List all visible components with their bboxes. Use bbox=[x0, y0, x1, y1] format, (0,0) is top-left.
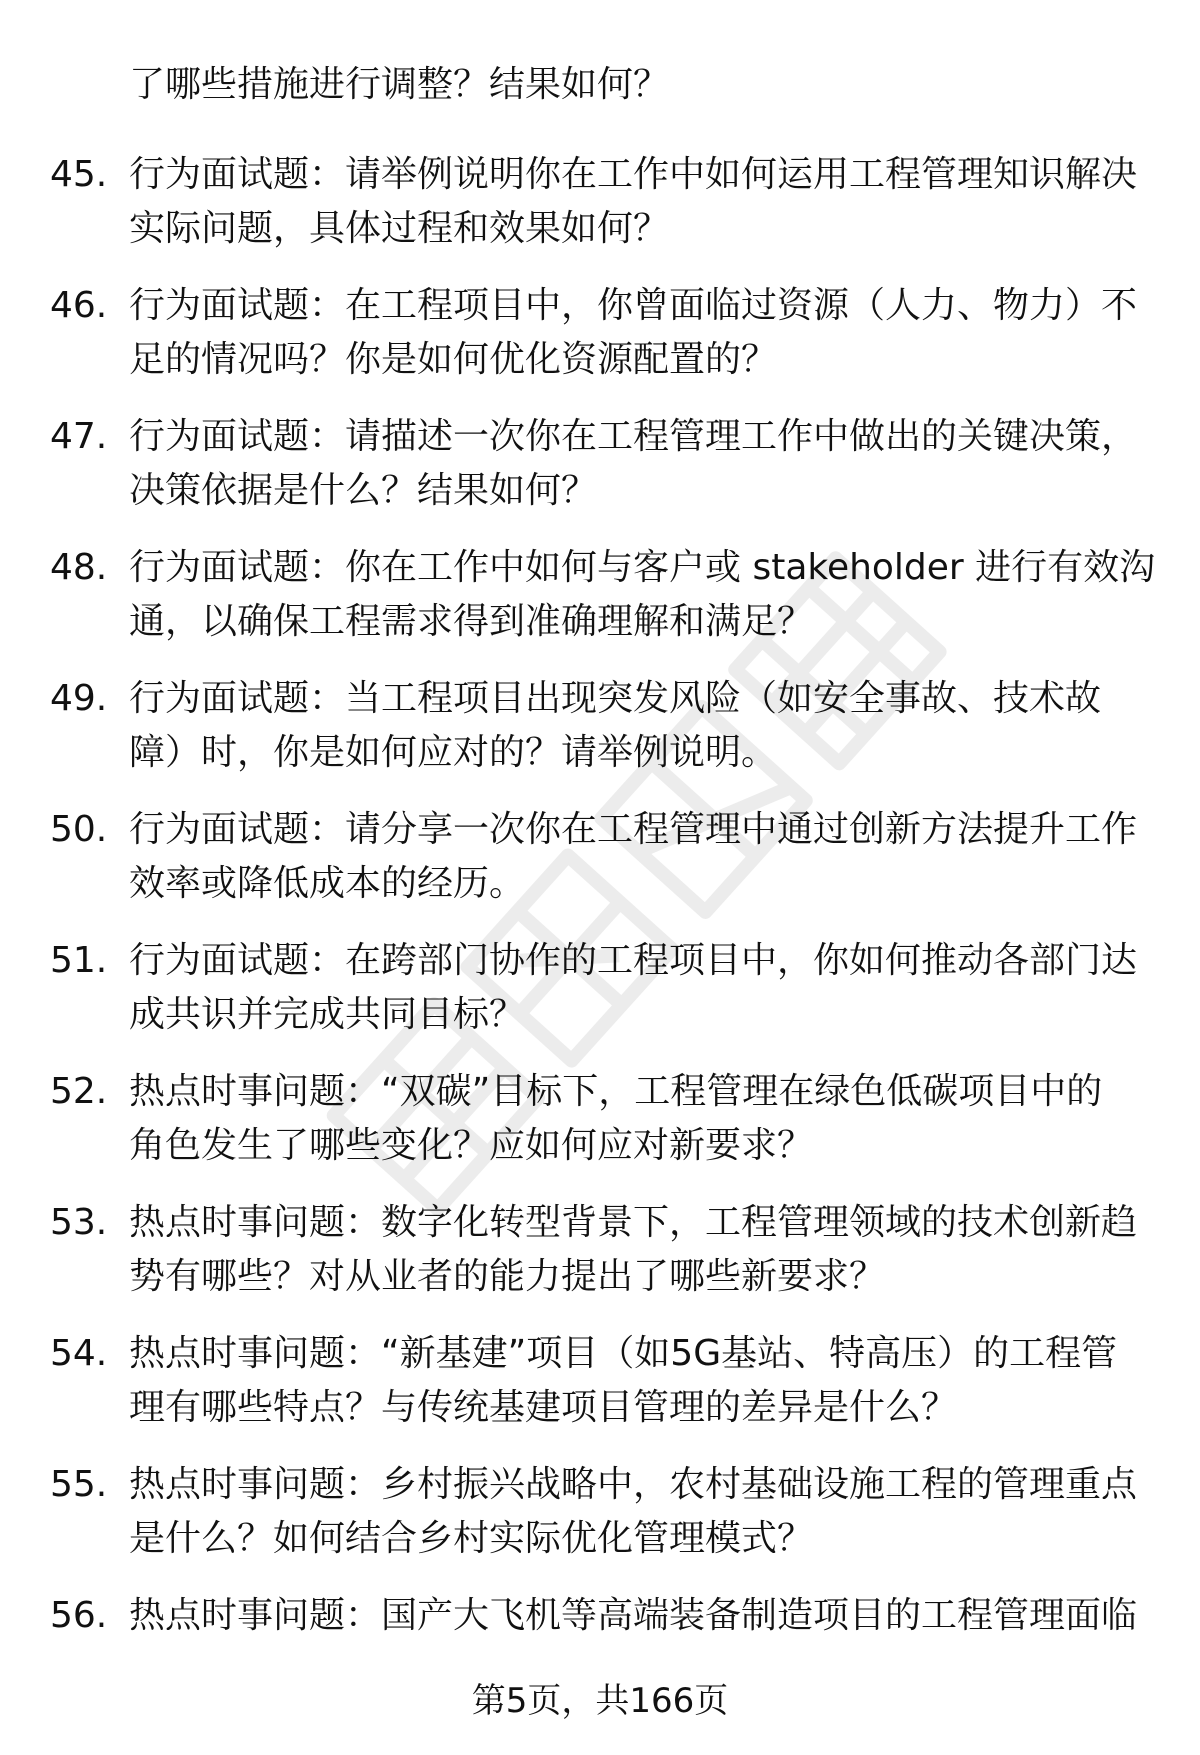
list-item bbox=[0, 1327, 1200, 1458]
list-item bbox=[0, 541, 1200, 672]
question-text bbox=[129, 1196, 1139, 1304]
question-text bbox=[129, 541, 1156, 649]
question-number: 55. bbox=[50, 1464, 108, 1505]
list-item bbox=[0, 410, 1200, 541]
question-number: 53. bbox=[50, 1202, 108, 1243]
list-item bbox=[0, 1196, 1200, 1327]
list-item bbox=[0, 1065, 1200, 1196]
question-line: 行为面试题：你在工作中如何与客户或 stakeholder 进行有效沟 bbox=[129, 547, 1156, 588]
list-item bbox=[0, 934, 1200, 1065]
question-line: 热点时事问题：乡村振兴战略中，农村基础设施工程的管理重点 bbox=[129, 1464, 1138, 1505]
list-item bbox=[0, 803, 1200, 934]
question-line: 热点时事问题：数字化转型背景下，工程管理领域的技术创新趋 bbox=[129, 1202, 1138, 1243]
question-list bbox=[0, 148, 1200, 1720]
question-line: 行为面试题：请描述一次你在工程管理工作中做出的关键决策， bbox=[129, 416, 1138, 457]
question-line: 是什么？如何结合乡村实际优化管理模式？ bbox=[129, 1518, 814, 1559]
question-line: 行为面试题：在工程项目中，你曾面临过资源（人力、物力）不 bbox=[129, 285, 1138, 326]
question-line: 行为面试题：请分享一次你在工程管理中通过创新方法提升工作 bbox=[129, 809, 1138, 850]
question-number: 46. bbox=[50, 285, 108, 326]
question-number: 45. bbox=[50, 154, 108, 195]
question-text bbox=[129, 1327, 1139, 1435]
question-line: 热点时事问题：国产大飞机等高端装备制造项目的工程管理面临 bbox=[129, 1595, 1138, 1636]
question-text bbox=[129, 672, 1139, 780]
question-line: 理有哪些特点？与传统基建项目管理的差异是什么？ bbox=[129, 1387, 958, 1428]
question-text bbox=[129, 1458, 1139, 1566]
question-line: 实际问题，具体过程和效果如何？ bbox=[129, 208, 670, 249]
question-line: 行为面试题：当工程项目出现突发风险（如安全事故、技术故 bbox=[129, 678, 1102, 719]
question-line: 足的情况吗？你是如何优化资源配置的？ bbox=[129, 339, 778, 380]
question-line: 障）时，你是如何应对的？请举例说明。 bbox=[129, 732, 778, 773]
question-text bbox=[129, 934, 1139, 1042]
question-text bbox=[129, 803, 1139, 911]
question-line: 热点时事问题：“新基建”项目（如5G基站、特高压）的工程管 bbox=[129, 1333, 1118, 1374]
list-item bbox=[0, 279, 1200, 410]
continuation-text: 了哪些措施进行调整？结果如何？ bbox=[129, 64, 670, 105]
question-number: 51. bbox=[50, 940, 108, 981]
question-text bbox=[129, 148, 1139, 256]
question-line: 成共识并完成共同目标？ bbox=[129, 994, 526, 1035]
question-text bbox=[129, 410, 1139, 518]
question-number: 49. bbox=[50, 678, 108, 719]
question-line: 行为面试题：在跨部门协作的工程项目中，你如何推动各部门达 bbox=[129, 940, 1138, 981]
question-number: 54. bbox=[50, 1333, 108, 1374]
question-line: 行为面试题：请举例说明你在工作中如何运用工程管理知识解决 bbox=[129, 154, 1138, 195]
list-item bbox=[0, 148, 1200, 279]
question-number: 52. bbox=[50, 1071, 108, 1112]
question-line: 通，以确保工程需求得到准确理解和满足？ bbox=[129, 601, 814, 642]
question-number: 47. bbox=[50, 416, 108, 457]
list-item bbox=[0, 672, 1200, 803]
question-line: 决策依据是什么？结果如何？ bbox=[129, 470, 598, 511]
question-text bbox=[129, 1065, 1139, 1173]
question-number: 56. bbox=[50, 1595, 108, 1636]
question-line: 效率或降低成本的经历。 bbox=[129, 863, 526, 904]
question-line: 势有哪些？对从业者的能力提出了哪些新要求？ bbox=[129, 1256, 886, 1297]
question-number: 48. bbox=[50, 547, 108, 588]
question-text bbox=[129, 279, 1139, 387]
question-line: 热点时事问题：“双碳”目标下，工程管理在绿色低碳项目中的 bbox=[129, 1071, 1103, 1112]
question-number: 50. bbox=[50, 809, 108, 850]
question-line: 角色发生了哪些变化？应如何应对新要求？ bbox=[129, 1125, 814, 1166]
question-text bbox=[129, 1589, 1139, 1643]
page-footer: 第5页，共166页 bbox=[471, 1681, 729, 1721]
list-item bbox=[0, 1458, 1200, 1589]
